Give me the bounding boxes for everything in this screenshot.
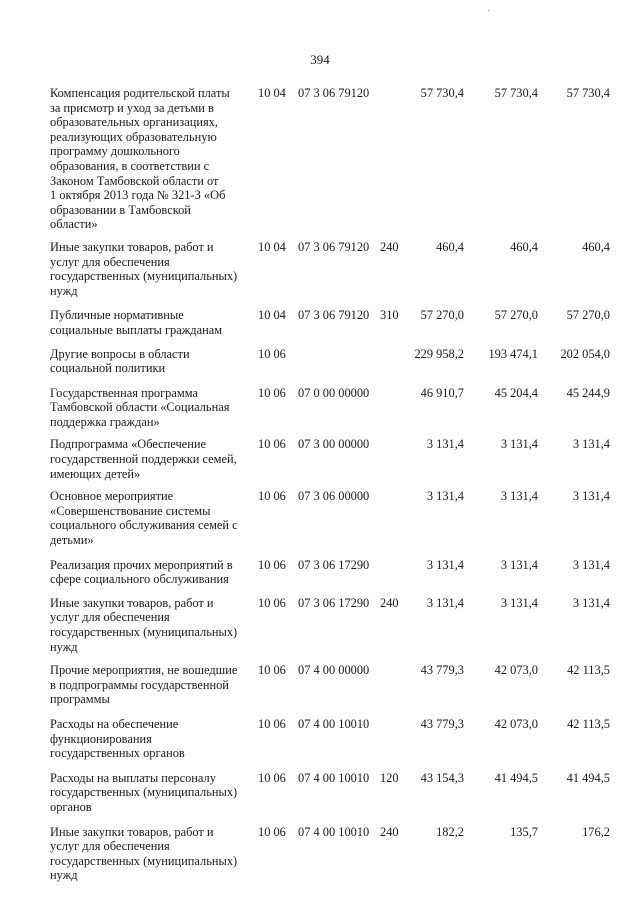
- row-name: Государственная программа Тамбовской области «Социальная поддержка граждан»: [50, 385, 230, 429]
- amount-year-1: 3 131,4: [426, 489, 464, 504]
- expense-type-code: 240: [380, 595, 399, 610]
- amount-year-1: 182,2: [436, 824, 464, 839]
- table-row: [0, 771, 640, 815]
- target-article-code: 07 3 06 79120: [298, 308, 370, 323]
- amount-year-2: 42 073,0: [494, 663, 538, 678]
- amount-year-3: 176,2: [582, 824, 610, 839]
- amount-year-2: 57 270,0: [494, 308, 538, 323]
- page-number: 394: [310, 52, 330, 67]
- table-row: [0, 437, 640, 481]
- amount-year-3: 3 131,4: [572, 595, 610, 610]
- target-article-code: 07 3 06 17290: [298, 557, 370, 572]
- amount-year-3: 45 244,9: [566, 385, 610, 400]
- amount-year-3: 460,4: [582, 239, 610, 254]
- amount-year-1: 43 779,3: [420, 716, 464, 731]
- amount-year-1: 3 131,4: [426, 437, 464, 452]
- amount-year-1: 57 270,0: [420, 308, 464, 323]
- amount-year-1: 3 131,4: [426, 557, 464, 572]
- amount-year-1: 57 730,4: [420, 86, 464, 100]
- scan-speck: [488, 10, 489, 11]
- row-name: Основное мероприятие «Совершенствование системы социального обслуживания семей с детьми»: [50, 489, 238, 548]
- amount-year-1: 43 154,3: [420, 770, 464, 785]
- table-row: [0, 347, 640, 376]
- target-article-code: 07 4 00 10010: [298, 716, 370, 731]
- amount-year-2: 3 131,4: [500, 595, 538, 610]
- table-row: [0, 663, 640, 707]
- section-code: 10 04: [258, 239, 286, 254]
- target-article-code: 07 3 06 79120: [298, 86, 370, 100]
- amount-year-1: 229 958,2: [414, 346, 464, 361]
- table-row: [0, 825, 640, 883]
- target-article-code: 07 3 06 79120: [298, 239, 370, 254]
- expense-type-code: 240: [380, 824, 399, 839]
- row-name: Иные закупки товаров, работ и услуг для обеспечения государственных (муниципальных) нужд: [50, 824, 238, 883]
- amount-year-3: 3 131,4: [572, 557, 610, 572]
- row-name: Иные закупки товаров, работ и услуг для обеспечения государственных (муниципальных) нужд: [50, 595, 238, 654]
- section-code: 10 06: [258, 346, 286, 361]
- row-name: Реализация прочих мероприятий в сфере социального обслуживания: [50, 557, 233, 587]
- target-article-code: 07 4 00 10010: [298, 824, 370, 839]
- amount-year-2: 42 073,0: [494, 716, 538, 731]
- amount-year-1: 46 910,7: [420, 385, 464, 400]
- amount-year-2: 460,4: [510, 239, 538, 254]
- amount-year-2: 193 474,1: [488, 346, 538, 361]
- amount-year-1: 460,4: [436, 239, 464, 254]
- target-article-code: 07 4 00 10010: [298, 770, 370, 785]
- amount-year-3: 41 494,5: [566, 770, 610, 785]
- section-code: 10 06: [258, 770, 286, 785]
- target-article-code: 07 0 00 00000: [298, 385, 370, 400]
- expense-type-code: 120: [380, 770, 399, 785]
- target-article-code: 07 4 00 00000: [298, 663, 370, 678]
- amount-year-2: 41 494,5: [494, 770, 538, 785]
- amount-year-2: 3 131,4: [500, 437, 538, 452]
- amount-year-1: 3 131,4: [426, 595, 464, 610]
- amount-year-3: 57 270,0: [566, 308, 610, 323]
- section-code: 10 06: [258, 437, 286, 452]
- row-name: Расходы на выплаты персоналу государственных (муниципальных) органов: [50, 770, 238, 814]
- table-row: [0, 308, 640, 337]
- section-code: 10 06: [258, 595, 286, 610]
- table-row: [0, 717, 640, 761]
- section-code: 10 06: [258, 385, 286, 400]
- target-article-code: 07 3 06 17290: [298, 595, 370, 610]
- amount-year-3: 202 054,0: [560, 346, 610, 361]
- target-article-code: 07 3 00 00000: [298, 437, 370, 452]
- table-row: [0, 558, 640, 587]
- amount-year-3: 42 113,5: [567, 663, 610, 678]
- amount-year-2: 135,7: [510, 824, 538, 839]
- row-name: Прочие мероприятия, не вошедшие в подпрограммы государственной программы: [50, 663, 238, 707]
- section-code: 10 06: [258, 557, 286, 572]
- amount-year-2: 3 131,4: [500, 489, 538, 504]
- row-name: Подпрограмма «Обеспечение государственной поддержки семей, имеющих детей»: [50, 437, 237, 481]
- amount-year-3: 3 131,4: [572, 437, 610, 452]
- row-name: Компенсация родительской платы за присмотр и уход за детьми в образовательных организациях, реализующих образовательную программу дошкольного образования, в соответствии с Законом Тамбовской области от 1 октября 2013 года № 321-З «Об образовании в Тамбовской области»: [50, 86, 230, 232]
- amount-year-3: 3 131,4: [572, 489, 610, 504]
- row-name: Расходы на обеспечение функционирования государственных органов: [50, 716, 185, 761]
- amount-year-2: 45 204,4: [494, 385, 538, 400]
- table-row: [0, 86, 640, 232]
- amount-year-1: 43 779,3: [420, 663, 464, 678]
- expense-type-code: 310: [380, 308, 399, 323]
- table-row: [0, 596, 640, 654]
- amount-year-2: 57 730,4: [494, 86, 538, 100]
- section-code: 10 04: [258, 86, 286, 100]
- amount-year-2: 3 131,4: [500, 557, 538, 572]
- amount-year-3: 42 113,5: [567, 716, 610, 731]
- budget-table: [0, 86, 640, 883]
- table-row: [0, 240, 640, 298]
- section-code: 10 06: [258, 489, 286, 504]
- row-name: Публичные нормативные социальные выплаты гражданам: [50, 308, 223, 337]
- section-code: 10 06: [258, 663, 286, 678]
- table-row: [0, 386, 640, 430]
- expense-type-code: 240: [380, 239, 399, 254]
- section-code: 10 06: [258, 824, 286, 839]
- row-name: Другие вопросы в области социальной политики: [50, 346, 190, 376]
- target-article-code: 07 3 06 00000: [298, 489, 370, 504]
- amount-year-3: 57 730,4: [566, 86, 610, 100]
- table-row: [0, 489, 640, 547]
- row-name: Иные закупки товаров, работ и услуг для обеспечения государственных (муниципальных) нужд: [50, 239, 238, 298]
- section-code: 10 06: [258, 716, 286, 731]
- section-code: 10 04: [258, 308, 286, 323]
